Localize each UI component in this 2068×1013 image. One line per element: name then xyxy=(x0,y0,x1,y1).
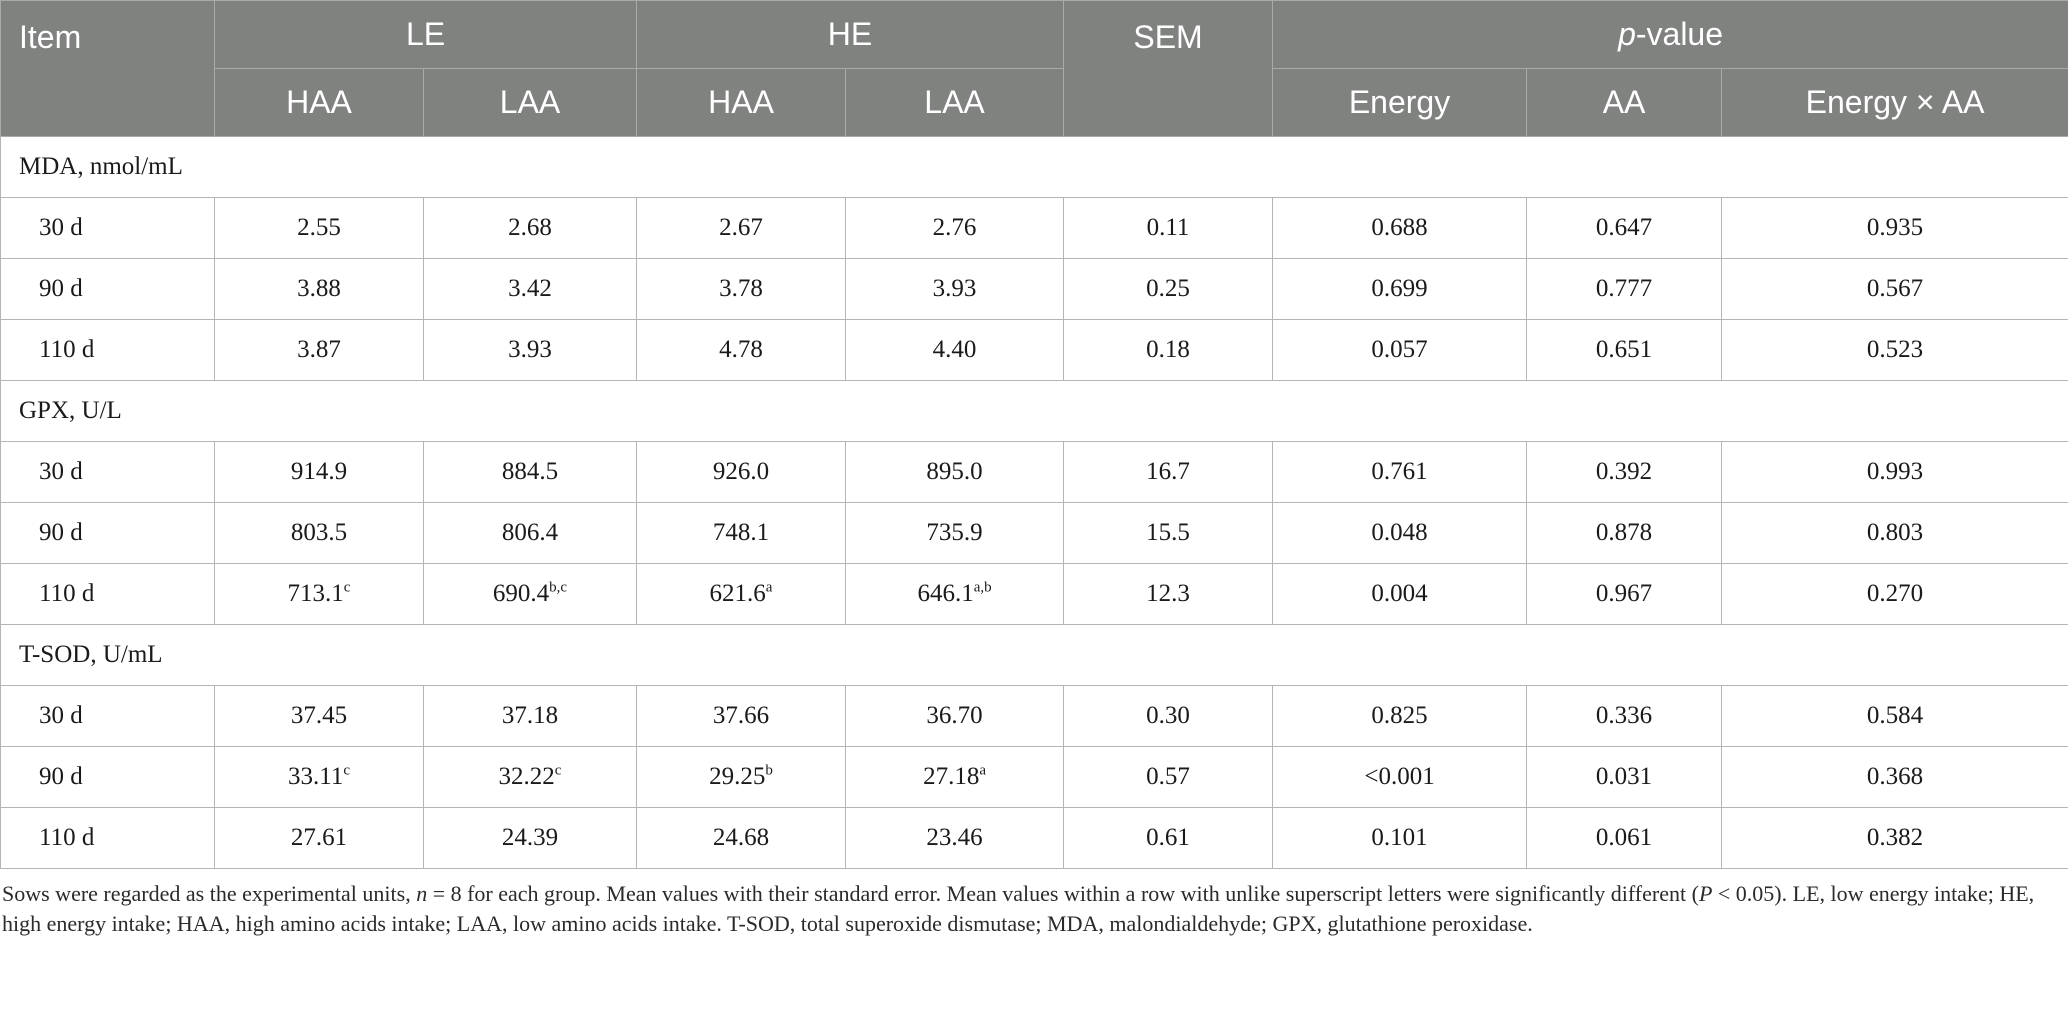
row-label: 30 d xyxy=(1,686,215,747)
cell-value: 4.78 xyxy=(719,336,763,363)
cell-superscript: c xyxy=(343,579,351,596)
cell-p-interaction: 0.935 xyxy=(1722,198,2068,259)
cell-he-laa xyxy=(846,320,1064,381)
section-title: T-SOD, U/mL xyxy=(1,625,2068,686)
cell-p-energy: <0.001 xyxy=(1273,747,1527,808)
cell-he-laa xyxy=(846,198,1064,259)
cell-le-laa xyxy=(424,808,637,869)
cell-value: 2.67 xyxy=(719,214,763,241)
cell-p-interaction: 0.382 xyxy=(1722,808,2068,869)
cell-p-aa: 0.031 xyxy=(1527,747,1722,808)
cell-he-laa xyxy=(846,503,1064,564)
cell-superscript: b xyxy=(765,762,773,779)
cell-value: 27.18 xyxy=(923,763,980,790)
header-he: HE xyxy=(637,1,1064,69)
cell-value: 27.61 xyxy=(290,824,348,851)
cell-value: 735.9 xyxy=(926,519,983,546)
cell-superscript: a,b xyxy=(973,579,992,596)
cell-sem: 0.25 xyxy=(1064,259,1273,320)
cell-le-laa xyxy=(424,320,637,381)
table-row xyxy=(1,198,2068,259)
header-he-laa: LAA xyxy=(846,69,1064,137)
cell-sem: 0.57 xyxy=(1064,747,1273,808)
table-row xyxy=(1,686,2068,747)
header-row-top xyxy=(1,1,2068,69)
cell-value: 748.1 xyxy=(712,519,770,546)
section-title: GPX, U/L xyxy=(1,381,2068,442)
cell-value: 37.66 xyxy=(712,702,770,729)
table-row xyxy=(1,442,2068,503)
header-le-haa: HAA xyxy=(215,69,424,137)
table-row xyxy=(1,808,2068,869)
cell-sem: 15.5 xyxy=(1064,503,1273,564)
cell-he-laa xyxy=(846,747,1064,808)
header-sem: SEM xyxy=(1064,1,1273,137)
table-row xyxy=(1,259,2068,320)
cell-p-energy: 0.699 xyxy=(1273,259,1527,320)
cell-p-aa: 0.878 xyxy=(1527,503,1722,564)
table-row xyxy=(1,747,2068,808)
cell-value: 926.0 xyxy=(712,458,770,485)
footnote-p: P xyxy=(1698,881,1713,906)
cell-p-interaction: 0.567 xyxy=(1722,259,2068,320)
cell-value: 37.18 xyxy=(501,702,559,729)
cell-value: 37.45 xyxy=(290,702,348,729)
header-p-italic: p xyxy=(1618,16,1636,52)
table-row xyxy=(1,564,2068,625)
cell-value: 4.40 xyxy=(932,336,977,363)
section-row xyxy=(1,137,2068,198)
cell-he-haa xyxy=(637,320,846,381)
table-header xyxy=(1,1,2068,137)
cell-le-haa xyxy=(215,747,424,808)
cell-he-laa xyxy=(846,686,1064,747)
cell-p-interaction: 0.368 xyxy=(1722,747,2068,808)
cell-value: 884.5 xyxy=(501,458,559,485)
cell-value: 23.46 xyxy=(926,824,983,851)
section-title: MDA, nmol/mL xyxy=(1,137,2068,198)
cell-value: 3.42 xyxy=(508,275,552,302)
cell-he-haa xyxy=(637,808,846,869)
cell-value: 3.78 xyxy=(719,275,763,302)
cell-le-laa xyxy=(424,686,637,747)
cell-value: 3.93 xyxy=(932,275,977,302)
cell-le-laa xyxy=(424,503,637,564)
cell-le-haa xyxy=(215,320,424,381)
table-row xyxy=(1,503,2068,564)
table-footnote xyxy=(0,879,2068,939)
cell-he-laa xyxy=(846,564,1064,625)
header-energy-x-aa: Energy × AA xyxy=(1722,69,2068,137)
cell-le-haa xyxy=(215,259,424,320)
header-aa: AA xyxy=(1527,69,1722,137)
cell-p-energy: 0.101 xyxy=(1273,808,1527,869)
cell-he-haa xyxy=(637,198,846,259)
cell-p-energy: 0.761 xyxy=(1273,442,1527,503)
cell-value: 803.5 xyxy=(290,519,348,546)
cell-he-laa xyxy=(846,259,1064,320)
cell-p-interaction: 0.803 xyxy=(1722,503,2068,564)
cell-value: 2.55 xyxy=(297,214,341,241)
cell-p-aa: 0.336 xyxy=(1527,686,1722,747)
cell-he-haa xyxy=(637,564,846,625)
row-label: 30 d xyxy=(1,442,215,503)
cell-superscript: a xyxy=(765,579,773,596)
row-label: 110 d xyxy=(1,808,215,869)
header-le-laa: LAA xyxy=(424,69,637,137)
cell-value: 33.11 xyxy=(288,763,344,790)
footnote-n: n xyxy=(416,881,428,906)
footnote-part1: Sows were regarded as the experimental units, xyxy=(2,881,417,906)
header-item: Item xyxy=(1,1,215,137)
cell-he-laa xyxy=(846,808,1064,869)
row-label: 30 d xyxy=(1,198,215,259)
row-label: 110 d xyxy=(1,320,215,381)
header-p-value xyxy=(1273,1,2068,69)
cell-value: 713.1 xyxy=(287,580,344,607)
cell-sem: 0.11 xyxy=(1064,198,1273,259)
cell-sem: 0.18 xyxy=(1064,320,1273,381)
cell-value: 914.9 xyxy=(290,458,348,485)
section-row xyxy=(1,381,2068,442)
cell-value: 24.39 xyxy=(501,824,559,851)
cell-he-haa xyxy=(637,747,846,808)
cell-value: 3.88 xyxy=(297,275,341,302)
table-row xyxy=(1,320,2068,381)
cell-p-interaction: 0.993 xyxy=(1722,442,2068,503)
footnote-part2: = 8 for each group. Mean values with their standard error. Mean values within a row with unlike superscript letters were significantly different ( xyxy=(427,881,1699,906)
cell-p-energy: 0.825 xyxy=(1273,686,1527,747)
cell-le-haa xyxy=(215,808,424,869)
cell-le-laa xyxy=(424,747,637,808)
cell-sem: 0.30 xyxy=(1064,686,1273,747)
cell-sem: 0.61 xyxy=(1064,808,1273,869)
cell-value: 690.4 xyxy=(492,580,550,607)
cell-superscript: c xyxy=(343,762,350,779)
cell-value: 32.22 xyxy=(498,763,555,790)
cell-superscript: b,c xyxy=(549,579,568,596)
cell-value: 29.25 xyxy=(709,763,766,790)
section-row xyxy=(1,625,2068,686)
cell-p-energy: 0.048 xyxy=(1273,503,1527,564)
cell-value: 3.93 xyxy=(508,336,552,363)
cell-he-haa xyxy=(637,442,846,503)
header-p-suffix: -value xyxy=(1635,16,1724,52)
cell-he-haa xyxy=(637,686,846,747)
header-le: LE xyxy=(215,1,637,69)
header-energy: Energy xyxy=(1273,69,1527,137)
cell-value: 895.0 xyxy=(926,458,983,485)
cell-value: 2.68 xyxy=(508,214,552,241)
cell-le-haa xyxy=(215,442,424,503)
cell-sem: 16.7 xyxy=(1064,442,1273,503)
cell-p-interaction: 0.523 xyxy=(1722,320,2068,381)
cell-superscript: a xyxy=(979,762,986,779)
footnote-part3: < 0.05). LE, low energy intake; HE, high energy intake; HAA, high amino acids intake; LAA, low amino acids intake. T-SOD, total superoxide dismutase; MDA, malondialdehyde; GPX, glutathione peroxidase. xyxy=(2,881,2035,936)
cell-p-aa: 0.651 xyxy=(1527,320,1722,381)
cell-he-laa xyxy=(846,442,1064,503)
cell-value: 806.4 xyxy=(501,519,559,546)
cell-le-laa xyxy=(424,564,637,625)
header-he-haa: HAA xyxy=(637,69,846,137)
cell-le-laa xyxy=(424,442,637,503)
cell-he-haa xyxy=(637,503,846,564)
cell-le-haa xyxy=(215,198,424,259)
header-row-sub xyxy=(1,69,2068,137)
cell-value: 36.70 xyxy=(926,702,983,729)
cell-p-aa: 0.392 xyxy=(1527,442,1722,503)
row-label: 90 d xyxy=(1,747,215,808)
cell-value: 24.68 xyxy=(712,824,770,851)
cell-p-aa: 0.777 xyxy=(1527,259,1722,320)
cell-value: 3.87 xyxy=(297,336,341,363)
row-label: 90 d xyxy=(1,503,215,564)
cell-p-aa: 0.061 xyxy=(1527,808,1722,869)
cell-le-haa xyxy=(215,686,424,747)
cell-p-interaction: 0.584 xyxy=(1722,686,2068,747)
cell-p-aa: 0.647 xyxy=(1527,198,1722,259)
cell-p-energy: 0.004 xyxy=(1273,564,1527,625)
cell-p-energy: 0.688 xyxy=(1273,198,1527,259)
cell-value: 646.1 xyxy=(917,580,974,607)
cell-he-haa xyxy=(637,259,846,320)
table-body xyxy=(1,137,2068,869)
cell-le-haa xyxy=(215,564,424,625)
row-label: 110 d xyxy=(1,564,215,625)
cell-le-laa xyxy=(424,198,637,259)
cell-value: 621.6 xyxy=(709,580,766,607)
cell-value: 2.76 xyxy=(932,214,977,241)
cell-p-energy: 0.057 xyxy=(1273,320,1527,381)
row-label: 90 d xyxy=(1,259,215,320)
cell-p-aa: 0.967 xyxy=(1527,564,1722,625)
cell-le-laa xyxy=(424,259,637,320)
cell-sem: 12.3 xyxy=(1064,564,1273,625)
cell-p-interaction: 0.270 xyxy=(1722,564,2068,625)
cell-superscript: c xyxy=(554,762,562,779)
cell-le-haa xyxy=(215,503,424,564)
